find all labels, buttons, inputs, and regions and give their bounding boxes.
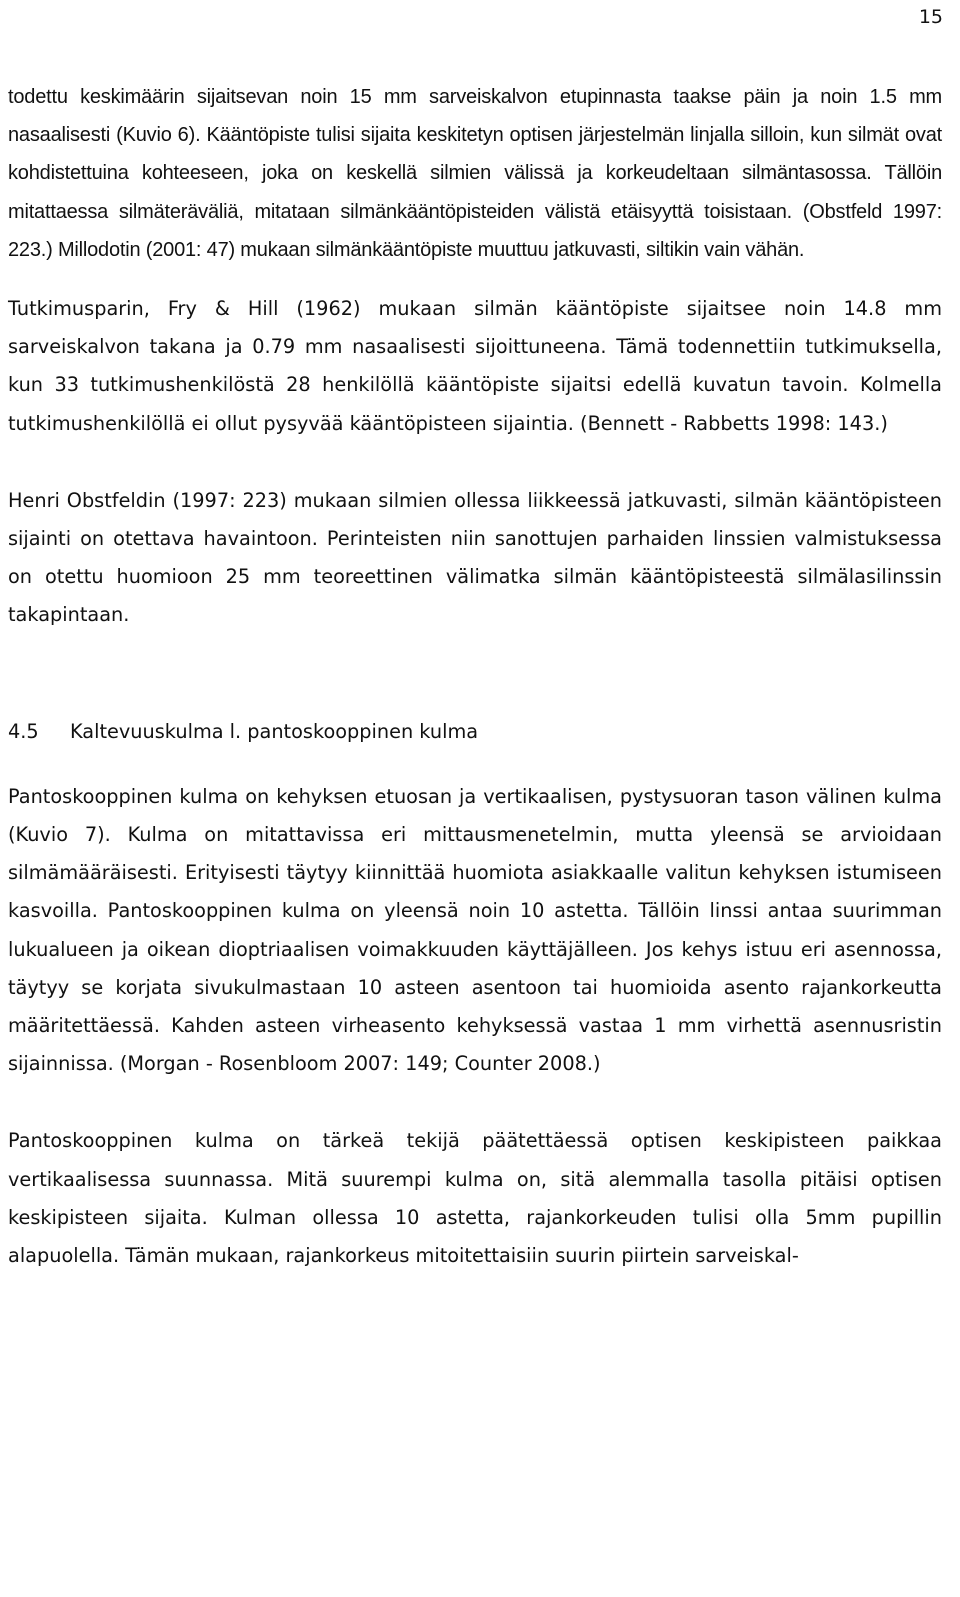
paragraph: Pantoskooppinen kulma on tärkeä tekijä päätettäessä optisen keskipisteen paikkaa vertikaalisessa suunnassa. Mitä suurempi kulma on, sitä alemmalla tasolla pitäisi optisen keskipisteen sijaita. Kulman ollessa 10 astetta, rajankorkeuden tulisi olla 5mm pupillin alapuolella. Tämän mukaan, rajankorkeus mitoitettaisiin suurin piirtein sarveiskal-: [8, 1129, 942, 1268]
page-number: 15: [918, 6, 943, 28]
paragraph: todettu keskimäärin sijaitsevan noin 15 mm sarveiskalvon etupinnasta taakse päin ja noin 1.5 mm nasaalisesti (Kuvio 6). Kääntöpiste tulisi sijaita keskitetyn optisen järjestelmän linjalla silloin, kun silmät ovat kohdistettuina kohteeseen, joka on keskellä silmien välissä ja korkeudeltaan silmäntasossa. Tällöin mitattaessa silmäteräväliä, mitataan silmänkääntöpisteiden välistä etäisyyttä toisistaan. (Obstfeld 1997: 223.) Millodotin (2001: 47) mukaan silmänkääntöpiste muuttuu jatkuvasti, siltikin vain vähän.: [8, 86, 942, 261]
paragraph: Tutkimusparin, Fry & Hill (1962) mukaan silmän kääntöpiste sijaitsee noin 14.8 mm sarveiskalvon takana ja 0.79 mm nasaalisesti sijoittuneena. Tämä todennettiin tutkimuksella, kun 33 tutkimushenkilöstä 28 henkilöllä kääntöpiste sijaitsi edellä kuvatun tavoin. Kolmella tutkimushenkilöllä ei ollut pysyvää kääntöpisteen sijaintia. (Bennett - Rabbetts 1998: 143.): [8, 297, 942, 435]
paragraph: Pantoskooppinen kulma on kehyksen etuosan ja vertikaalisen, pystysuoran tason välinen kulma (Kuvio 7). Kulma on mitattavissa eri mittausmenetelmin, mutta yleensä se arvioidaan silmämääräisesti. Erityisesti täytyy kiinnittää huomiota asiakkaalle valitun kehyksen istumiseen kasvoilla. Pantoskooppinen kulma on yleensä noin 10 astetta. Tällöin linssi antaa suurimman lukualueen ja oikean dioptriaalisen voimakkuuden käyttäjälleen. Jos kehys istuu eri asennossa, täytyy se korjata sivukulmastaan 10 asteen asentoon tai huomioida asento rajankorkeutta määritettäessä. Kahden asteen virheasento kehyksessä vastaa 1 mm virhettä asennusristin sijainnissa. (Morgan - Rosenbloom 2007: 149; Counter 2008.): [8, 784, 942, 1076]
document-body: [8, 78, 942, 1275]
paragraph: Henri Obstfeldin (1997: 223) mukaan silmien ollessa liikkeessä jatkuvasti, silmän kääntöpisteen sijainti on otettava havaintoon. Perinteisten niin sanottujen parhaiden linssien valmistuksessa on otettu huomioon 25 mm teoreettinen välimatka silmän kääntöpisteestä silmälasilinssin takapintaan.: [8, 488, 942, 627]
section-heading: [8, 713, 942, 751]
section-number: 4.5: [8, 719, 39, 743]
section-title: Kaltevuuskulma l. pantoskooppinen kulma: [70, 719, 479, 743]
